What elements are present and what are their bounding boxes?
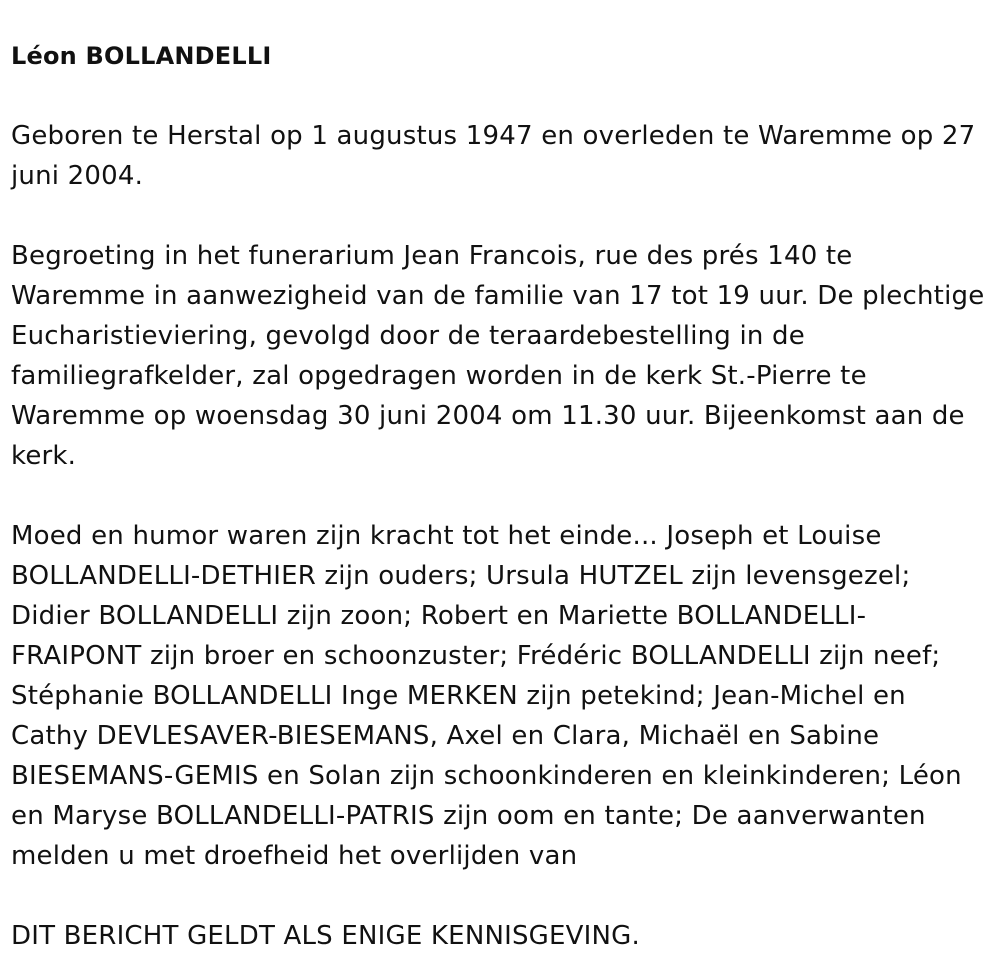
paragraph-line: BIESEMANS-GEMIS en Solan zijn schoonkinderen en kleinkinderen; Léon: [11, 761, 962, 791]
paragraph-line: en Maryse BOLLANDELLI-PATRIS zijn oom en tante; De aanverwanten: [11, 801, 926, 831]
paragraph-line: FRAIPONT zijn broer en schoonzuster; Frédéric BOLLANDELLI zijn neef;: [11, 641, 941, 671]
paragraph-line: kerk.: [11, 441, 77, 471]
paragraph-line: Cathy DEVLESAVER-BIESEMANS, Axel en Clara, Michaël en Sabine: [11, 721, 880, 751]
paragraph-line: melden u met droefheid het overlijden van: [11, 841, 578, 871]
ceremony-paragraph: [11, 236, 986, 476]
death-notice: [11, 36, 986, 956]
paragraph-line: Begroeting in het funerarium Jean Francois, rue des prés 140 te: [11, 241, 853, 271]
paragraph-line: juni 2004.: [11, 161, 144, 191]
paragraph-line: Moed en humor waren zijn kracht tot het einde... Joseph et Louise: [11, 521, 882, 551]
paragraph-line: Stéphanie BOLLANDELLI Inge MERKEN zijn petekind; Jean-Michel en: [11, 681, 906, 711]
paragraph-line: Waremme in aanwezigheid van de familie van 17 tot 19 uur. De plechtige: [11, 281, 985, 311]
paragraph-line: BOLLANDELLI-DETHIER zijn ouders; Ursula HUTZEL zijn levensgezel;: [11, 561, 911, 591]
paragraph-line: Waremme op woensdag 30 juni 2004 om 11.30 uur. Bijeenkomst aan de: [11, 401, 965, 431]
closing-statement: DIT BERICHT GELDT ALS ENIGE KENNISGEVING.: [11, 921, 640, 951]
paragraph-line: familiegrafkelder, zal opgedragen worden in de kerk St.-Pierre te: [11, 361, 867, 391]
birth-death-paragraph: [11, 116, 986, 196]
family-paragraph: [11, 516, 986, 876]
paragraph-line: Eucharistieviering, gevolgd door de teraardebestelling in de: [11, 321, 805, 351]
paragraph-line: Didier BOLLANDELLI zijn zoon; Robert en Mariette BOLLANDELLI-: [11, 601, 867, 631]
deceased-name-heading: Léon BOLLANDELLI: [11, 42, 272, 70]
paragraph-line: Geboren te Herstal op 1 augustus 1947 en overleden te Waremme op 27: [11, 121, 976, 151]
